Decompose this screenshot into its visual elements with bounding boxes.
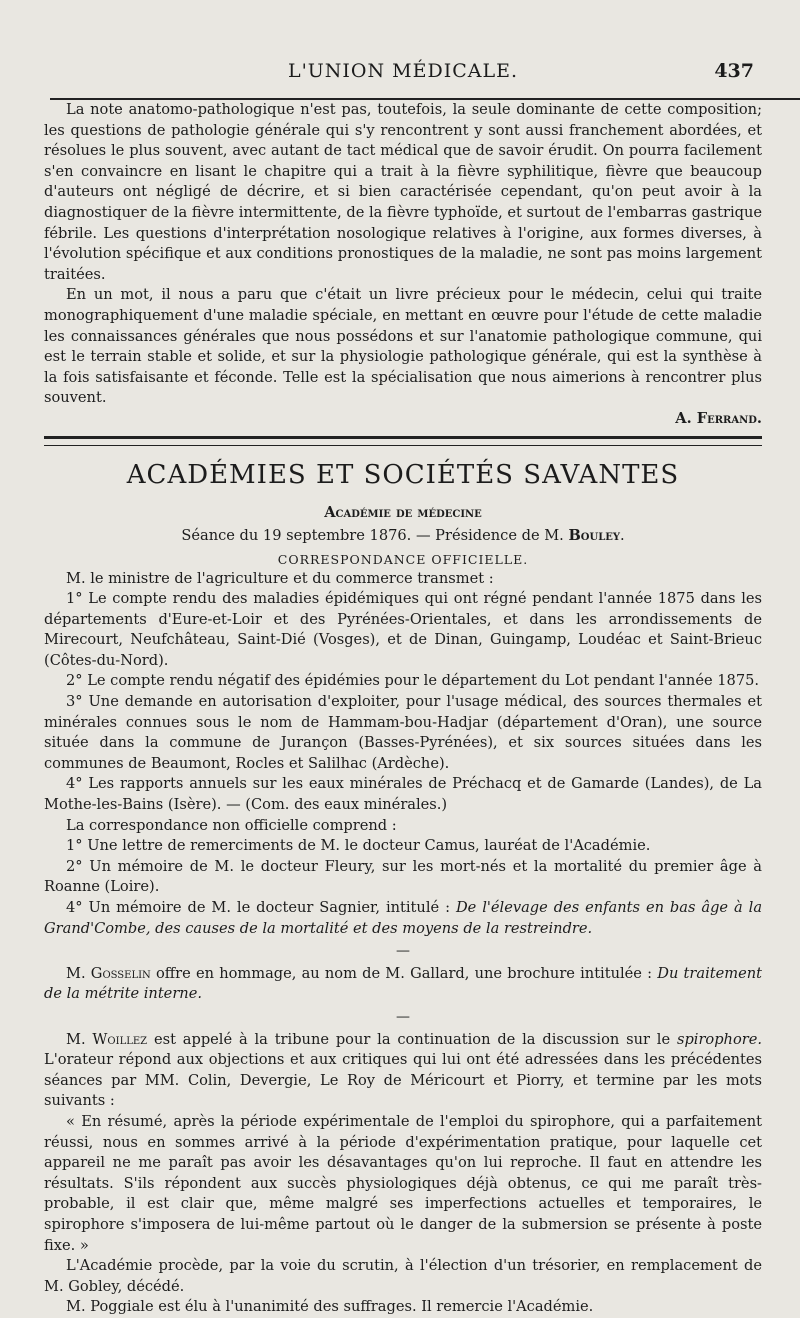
poggiale-paragraph: M. Poggiale est élu à l'unanimité des suffrages. Il remercie l'Académie. — [66, 1298, 594, 1316]
woillez-paragraph: M. Woillez est appelé à la tribune pour la continuation de la discussion sur le spirophore. L'orateur répond aux objections et aux critiques qui lui ont été adressées dans les précédentes séances par MM. Colin, Devergie, Le Roy de Méricourt et Piorry, et termine par les mots suivants : — [44, 1030, 762, 1110]
nonofficial-item-4 — [44, 898, 762, 939]
woillez-text-1: est appelé à la tribune pour la continuation de la discussion sur le — [153, 1030, 671, 1048]
book-review — [44, 100, 762, 430]
official-item-3: 3° Une demande en autorisation d'exploiter, pour l'usage médical, des sources thermales et minérales connues sous le nom de Hammam-bou-Hadjar (département d'Oran), une source située dans la commune de Jurançon (Basses-Pyrénées), et six sources situées dans les communes de Beaumont, Rocles et Salilhac (Ardèche). — [44, 693, 762, 772]
woillez-quote: « En résumé, après la période expérimentale de l'emploi du spirophore, qui a parfaitement réussi, nous en sommes arrivé à la période d'expérimentation pratique, pour laquelle cet appareil ne me paraît pas avoir les désavantages qu'on lui reproche. Il faut en attendre les résultats. S'ils répondent aux succès physiologiques déjà obtenus, ce qui me paraît très-probable, il est clair que, même malgré ses imperfections actuelles et temporaires, le spirophore s'imposera de lui-même partout où le danger de la submersion se présente à poste fixe. » — [44, 1112, 762, 1254]
gosselin-text: offre en hommage, au nom de M. Gallard, une brochure intitulée : — [156, 964, 653, 982]
election-paragraph: L'Académie procède, par la voie du scrutin, à l'élection d'un trésorier, en remplacement de M. Gobley, décédé. — [44, 1257, 762, 1295]
review-signature: A. Ferrand. — [675, 409, 762, 427]
official-item-4: 4° Les rapports annuels sur les eaux minérales de Préchacq et de Gamarde (Landes), de La Mothe-les-Bains (Isère). — (Com. des eaux minérales.) — [44, 775, 762, 814]
correspondence-heading: CORRESPONDANCE OFFICIELLE. — [277, 551, 529, 567]
running-head — [44, 0, 762, 82]
woillez-name: Woillez — [92, 1030, 148, 1048]
session-president: Bouley — [568, 526, 620, 544]
separator-dash-1: — — [396, 943, 410, 960]
page-number: 437 — [714, 60, 754, 82]
session-line: Séance du 19 septembre 1876. — Présidence de M. Bouley. — [181, 526, 625, 544]
woillez-term: spirophore. — [676, 1030, 762, 1048]
separator-dash-2: — — [396, 1008, 410, 1025]
woillez-text-2: L'orateur répond aux objections et aux critiques qui lui ont été adressées dans les précédentes séances par MM. Colin, Devergie, Le Roy de Méricourt et Piorry, et termine par les mots suivants : — [44, 1051, 762, 1110]
item4-title: De l'élevage des enfants en bas âge à la Grand'Combe, des causes de la mortalité et des moyens de la restreindre. — [44, 899, 763, 937]
gosselin-name: Gosselin — [90, 964, 151, 982]
review-paragraph-1: La note anatomo-pathologique n'est pas, toutefois, la seule dominante de cette composition; les questions de pathologie générale qui s'y rencontrent y sont aussi franchement abordées, et résolues le plus souvent, avec autant de tact médical que de savoir érudit. On pourra facilement s'en convaincre en lisant le chapitre qui a trait à la fièvre syphilitique, fièvre que beaucoup d'auteurs ont négligé de décrire, et si bien caractérisée cependant, qu'on peut avoir à la diagnostiquer de la fièvre intermittente, de la fièvre typhoïde, et surtout de l'embarras gastrique fébrile. Les questions d'interprétation nosologique relatives à l'origine, aux formes diverses, à l'évolution spécifique et aux conditions pronostiques de la maladie, ne sont pas moins largement traitées. — [44, 101, 762, 283]
section-title: ACADÉMIES ET SOCIÉTÉS SAVANTES — [126, 459, 680, 490]
gosselin-title: Du traitement de la métrite interne. — [44, 964, 762, 1003]
review-paragraph-2: En un mot, il nous a paru que c'était un livre précieux pour le médecin, celui qui traite monographiquement d'une maladie spéciale, en mettant en œuvre pour l'étude de cette maladie les connaissances générales que nous possédons et sur l'anatomie pathologique commune, qui est le terrain stable et solide, et sur la physiologie pathologique générale, qui est la synthèse à la fois satisfaisante et féconde. Telle est la spécialisation que nous aimerions à rencontrer plus souvent. — [44, 286, 762, 407]
academy-heading: Académie de médecine — [324, 503, 482, 521]
gosselin-paragraph: M. Gosselin offre en hommage, au nom de M. Gallard, une brochure intitulée : Du traitement de la métrite interne. — [44, 964, 762, 1003]
section-divider — [44, 436, 762, 446]
item4-prefix: 4° Un mémoire de M. le docteur Sagnier, intitulé : — [66, 899, 450, 916]
official-intro: M. le ministre de l'agriculture et du commerce transmet : — [66, 569, 494, 587]
official-item-2: 2° Le compte rendu négatif des épidémies pour le département du Lot pendant l'année 1875. — [66, 672, 760, 690]
official-item-1: 1° Le compte rendu des maladies épidémiques qui ont régné pendant l'année 1875 dans les départements d'Eure-et-Loir et des Pyrénées-Orientales, et dans les arrondissements de Mirecourt, Neufchâteau, Saint-Dié (Vosges), et de Dinan, Guingamp, Loudéac et Saint-Brieuc (Côtes-du-Nord). — [44, 590, 762, 669]
nonofficial-item-2: 2° Un mémoire de M. le docteur Fleury, sur les mort-nés et la mortalité du premier âge à Roanne (Loire). — [44, 857, 762, 896]
session-date: Séance du 19 septembre 1876. — Présidence de M. — [181, 526, 564, 544]
nonofficial-intro: La correspondance non officielle comprend : — [66, 816, 397, 834]
running-title: L'UNION MÉDICALE. — [287, 60, 519, 82]
academy-report — [44, 569, 762, 1318]
nonofficial-item-1: 1° Une lettre de remerciments de M. le docteur Camus, lauréat de l'Académie. — [66, 837, 651, 855]
header-rule — [50, 98, 800, 100]
